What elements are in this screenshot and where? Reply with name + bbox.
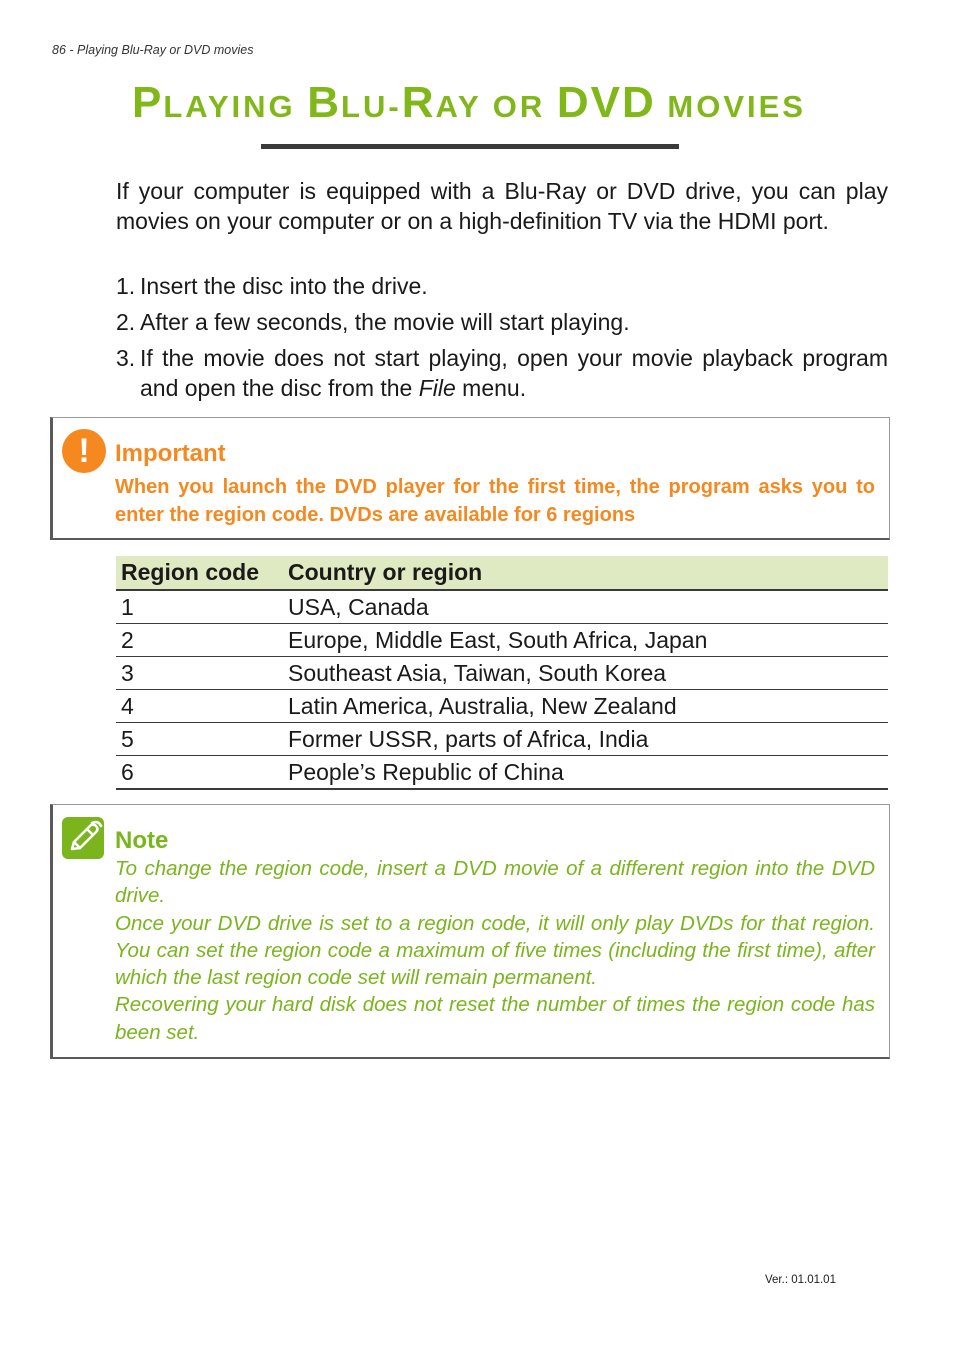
note-paragraph: Once your DVD drive is set to a region code, it will only play DVDs for that region. You can set the region code a maximum of five times (including the first time), after which the last region code set will remain permanent. xyxy=(115,911,875,990)
title-part: LU- xyxy=(341,89,402,124)
title-part: MOVIES xyxy=(655,89,806,124)
region-code-cell: 4 xyxy=(116,690,283,723)
title-part: AY OR xyxy=(435,89,557,124)
step-text xyxy=(140,343,888,403)
region-code-cell: 2 xyxy=(116,624,283,657)
country-cell: People’s Republic of China xyxy=(283,756,888,790)
list-item xyxy=(116,307,888,337)
steps-list xyxy=(116,271,888,409)
note-callout xyxy=(50,804,890,1059)
running-header: 86 - Playing Blu-Ray or DVD movies xyxy=(52,43,254,57)
important-text: When you launch the DVD player for the first time, the program asks you to enter the region code. DVDs are available for 6 regions xyxy=(115,476,875,526)
note-paragraph: To change the region code, insert a DVD movie of a different region into the DVD drive. xyxy=(115,857,875,908)
country-cell: Former USSR, parts of Africa, India xyxy=(283,723,888,756)
note-paragraph: Recovering your hard disk does not reset the number of times the region code has been set. xyxy=(115,993,875,1044)
note-title: Note xyxy=(115,827,169,854)
table-row xyxy=(116,690,888,723)
title-underline xyxy=(261,144,679,149)
page-title xyxy=(0,78,938,128)
step-number: 1. xyxy=(116,273,136,299)
table-row xyxy=(116,657,888,690)
list-item xyxy=(116,343,888,403)
country-cell: Southeast Asia, Taiwan, South Korea xyxy=(283,657,888,690)
region-code-cell: 6 xyxy=(116,756,283,790)
list-item xyxy=(116,271,888,301)
column-header-country: Country or region xyxy=(283,556,888,590)
step-number: 3. xyxy=(116,345,136,371)
exclamation-icon: ! xyxy=(62,429,106,473)
important-callout xyxy=(50,417,890,540)
step-number: 2. xyxy=(116,309,136,335)
version-label: Ver.: 01.01.01 xyxy=(765,1274,836,1286)
region-code-cell: 3 xyxy=(116,657,283,690)
pencil-icon xyxy=(62,817,104,859)
country-cell: Latin America, Australia, New Zealand xyxy=(283,690,888,723)
step-text-end: menu. xyxy=(455,375,527,401)
step-text: Insert the disc into the drive. xyxy=(140,273,428,299)
note-text xyxy=(115,855,875,1046)
step-text-start: If the movie does not start playing, open your movie playback program and open the disc from the xyxy=(140,345,888,401)
title-part: DVD xyxy=(556,78,656,127)
region-code-cell: 5 xyxy=(116,723,283,756)
file-menu-emphasis: File xyxy=(418,375,456,401)
table-header-row xyxy=(116,556,888,590)
table-row xyxy=(116,624,888,657)
table-row xyxy=(116,723,888,756)
title-part: LAYING xyxy=(163,89,308,124)
step-text: After a few seconds, the movie will start playing. xyxy=(140,309,630,335)
important-title: Important xyxy=(115,440,226,467)
region-code-cell: 1 xyxy=(116,590,283,624)
intro-paragraph: If your computer is equipped with a Blu-Ray or DVD drive, you can play movies on your computer or on a high-definition TV via the HDMI port. xyxy=(116,178,888,234)
title-part: P xyxy=(132,78,164,127)
region-code-table xyxy=(116,556,888,790)
column-header-region-code: Region code xyxy=(116,556,283,590)
table-row xyxy=(116,590,888,624)
title-part: R xyxy=(401,78,436,127)
country-cell: Europe, Middle East, South Africa, Japan xyxy=(283,624,888,657)
country-cell: USA, Canada xyxy=(283,590,888,624)
title-part: B xyxy=(307,78,342,127)
table-row xyxy=(116,756,888,790)
